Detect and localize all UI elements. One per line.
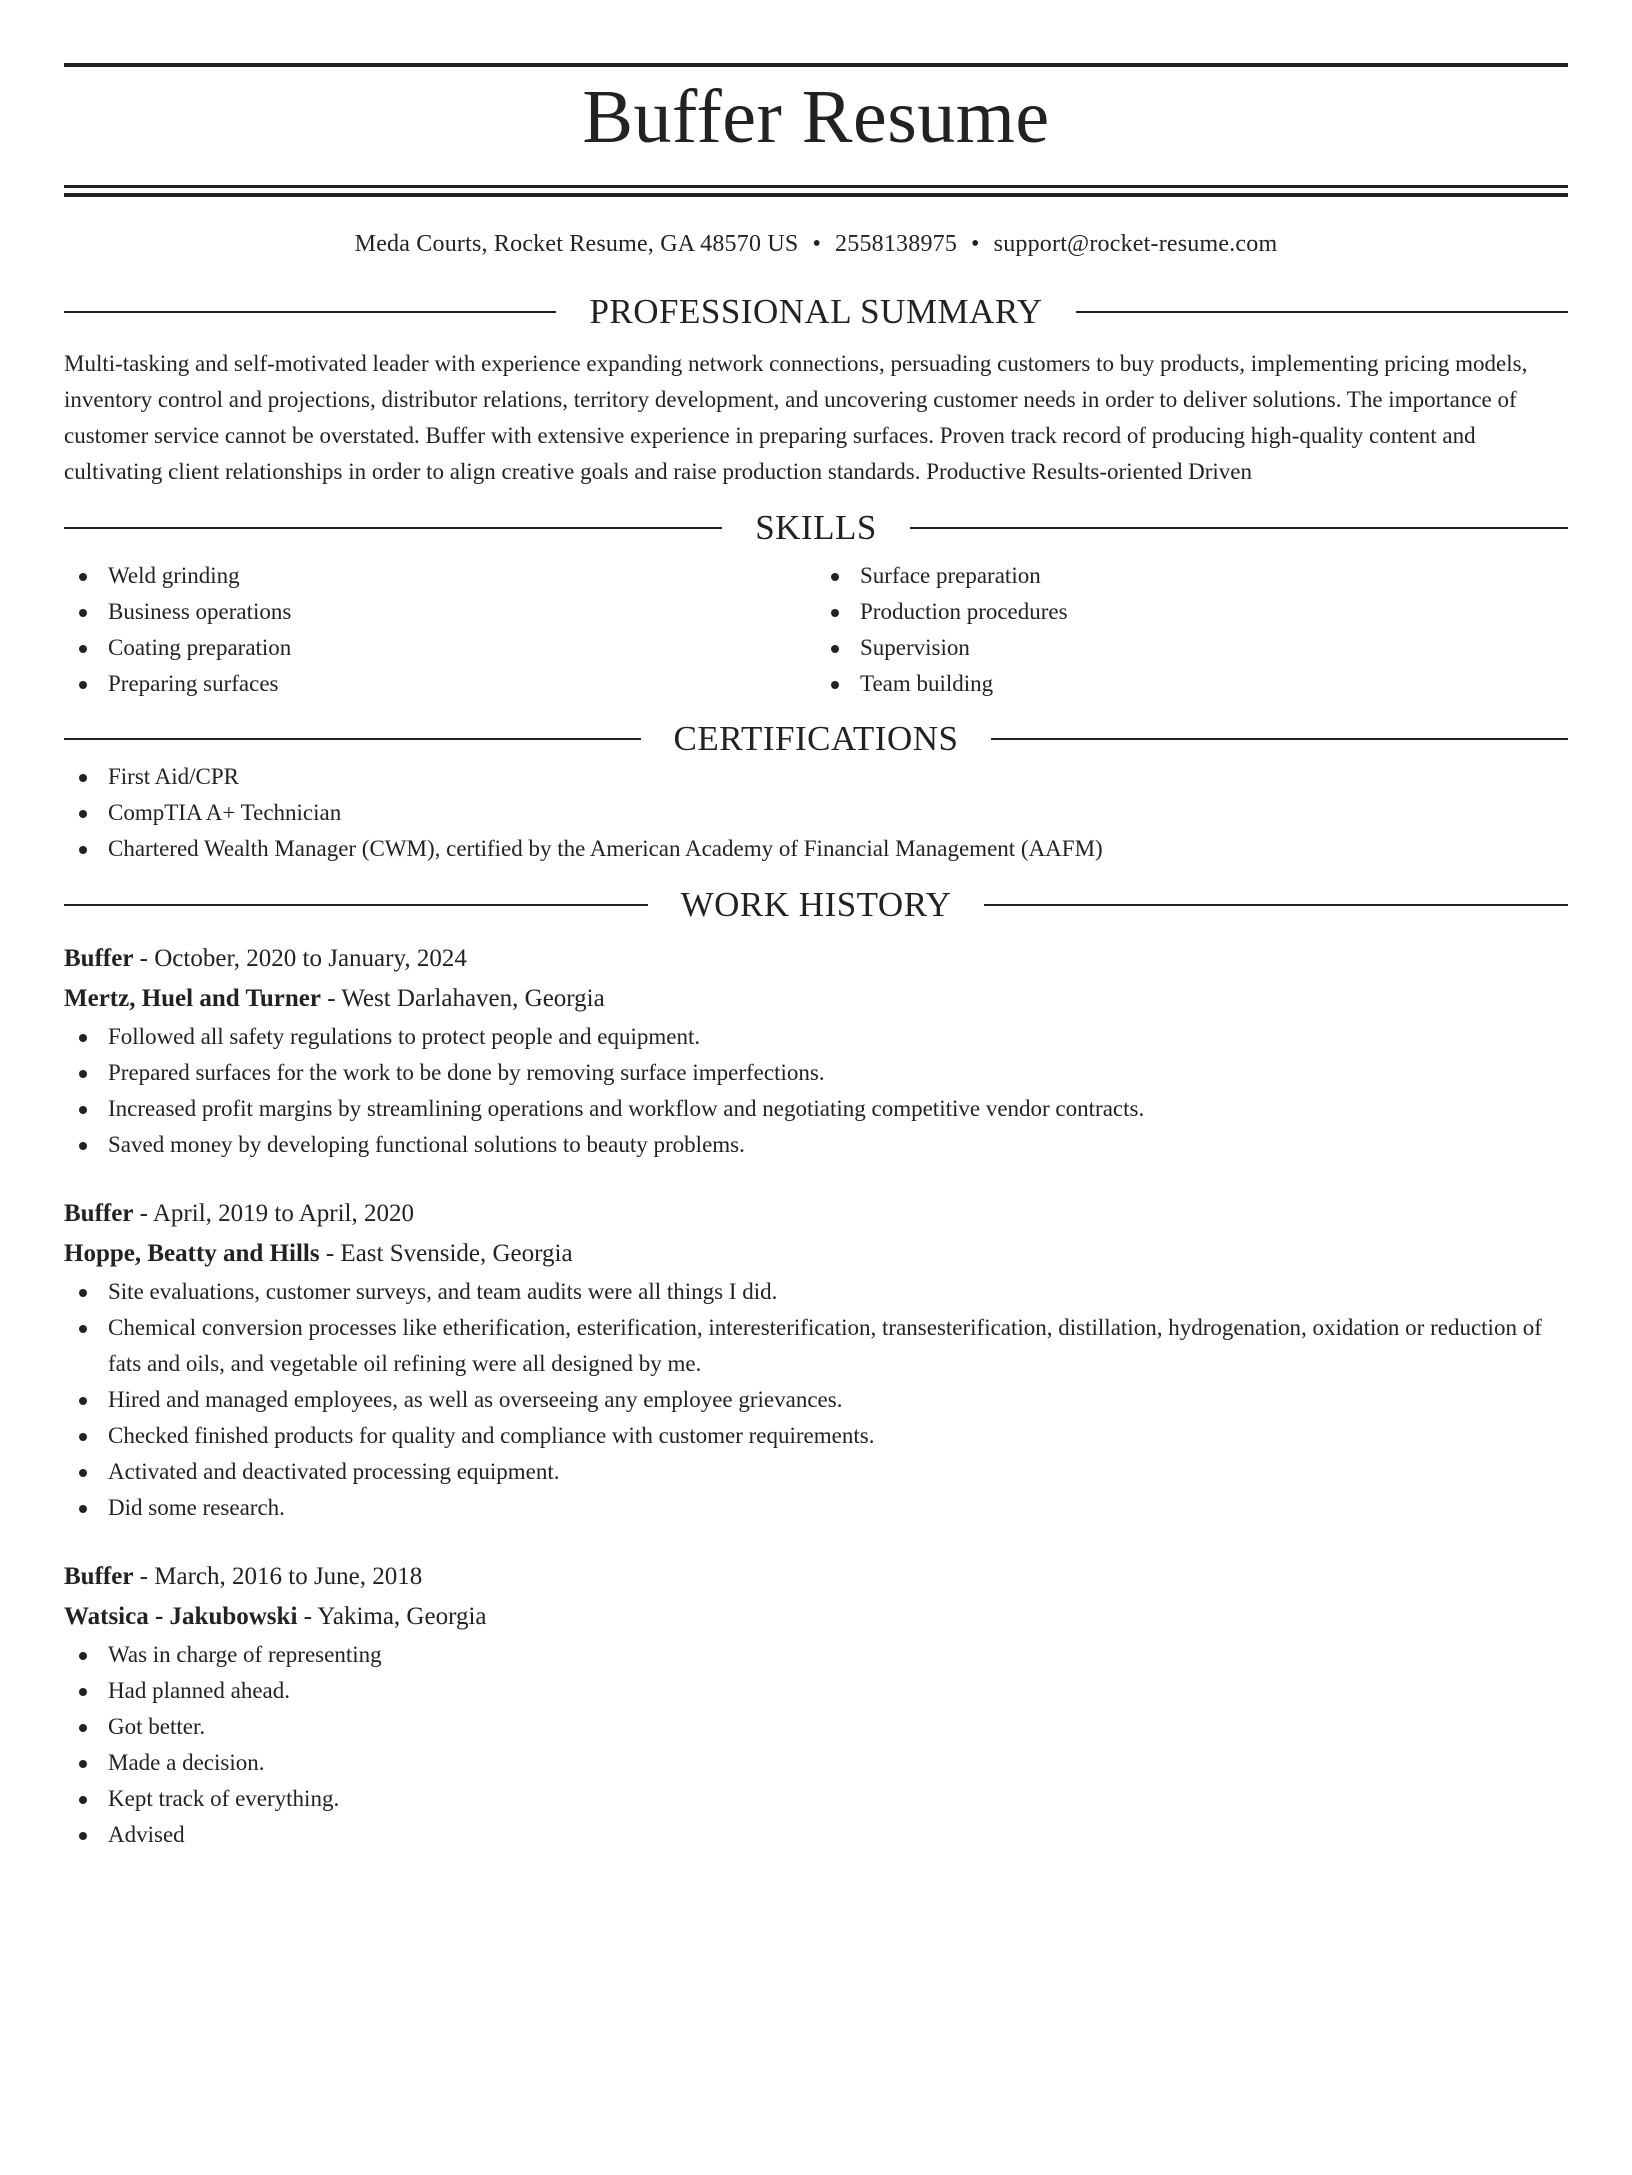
- job-duty: Hired and managed employees, as well as overseeing any employee grievances.: [64, 1382, 1568, 1418]
- job-entry: [64, 939, 1568, 1163]
- job-duty: Increased profit margins by streamlining operations and workflow and negotiating competitive vendor contracts.: [64, 1091, 1568, 1127]
- heading-rule-right: [1076, 311, 1568, 313]
- job-title-line: [64, 1194, 1568, 1234]
- certification-item: First Aid/CPR: [64, 759, 1568, 795]
- contact-separator: •: [971, 231, 980, 257]
- work-history-heading: [64, 885, 1568, 925]
- job-company: Hoppe, Beatty and Hills: [64, 1240, 320, 1267]
- job-dates: October, 2020 to January, 2024: [154, 945, 467, 972]
- job-dash: -: [133, 1563, 155, 1590]
- skill-item: Business operations: [64, 594, 816, 630]
- header-top-rule: [64, 63, 1568, 67]
- skills-title: SKILLS: [755, 508, 877, 547]
- skill-item: Production procedures: [816, 594, 1568, 630]
- job-dash: -: [297, 1603, 318, 1630]
- job-role: Buffer: [64, 1563, 134, 1590]
- job-duty: Did some research.: [64, 1490, 1568, 1526]
- job-dash: -: [320, 985, 342, 1012]
- contact-separator: •: [812, 231, 822, 257]
- job-duty: Got better.: [64, 1709, 1568, 1745]
- job-duty: Prepared surfaces for the work to be done by removing surface imperfections.: [64, 1055, 1568, 1091]
- job-company: Mertz, Huel and Turner: [64, 985, 321, 1012]
- job-duties-list: [64, 1637, 1568, 1853]
- job-entry: [64, 1194, 1568, 1526]
- job-duty: Activated and deactivated processing equipment.: [64, 1454, 1568, 1490]
- job-dash: -: [319, 1240, 341, 1267]
- job-duty: Made a decision.: [64, 1745, 1568, 1781]
- job-duty: Saved money by developing functional solutions to beauty problems.: [64, 1127, 1568, 1163]
- summary-text: Multi-tasking and self-motivated leader with experience expanding network connections, persuading customers to buy products, implementing pricing models, inventory control and projections, distributor relations, territory development, and uncovering customer needs in order to deliver solutions. The importance of customer service cannot be overstated. Buffer with extensive experience in preparing surfaces. Proven track record of producing high-quality content and cultivating client relationships in order to align creative goals and raise production standards. Productive Results-oriented Driven: [64, 351, 1528, 484]
- resume-title: Buffer Resume: [582, 75, 1050, 159]
- skill-item: Coating preparation: [64, 630, 816, 666]
- heading-rule-left: [64, 738, 641, 740]
- job-title-line: [64, 939, 1568, 979]
- heading-rule-right: [984, 904, 1568, 906]
- summary-heading: [64, 292, 1568, 332]
- job-title-line: [64, 1557, 1568, 1597]
- heading-rule-right: [991, 738, 1568, 740]
- job-duty: Chemical conversion processes like etherification, esterification, interesterification, transesterification, distillation, hydrogenation, oxidation or reduction of fats and oils, and vegetable oil refining were all designed by me.: [64, 1310, 1568, 1382]
- job-location: West Darlahaven, Georgia: [341, 985, 605, 1012]
- skill-item: Preparing surfaces: [64, 666, 816, 702]
- job-company-line: [64, 1597, 1568, 1637]
- job-duty: Was in charge of representing: [64, 1637, 1568, 1673]
- job-company-line: [64, 1234, 1568, 1274]
- job-duties-list: [64, 1019, 1568, 1163]
- job-duty: Site evaluations, customer surveys, and team audits were all things I did.: [64, 1274, 1568, 1310]
- job-dash: -: [133, 1200, 153, 1227]
- work-history-title: WORK HISTORY: [680, 885, 952, 924]
- job-company: Watsica - Jakubowski: [64, 1603, 298, 1630]
- job-location: East Svenside, Georgia: [340, 1240, 573, 1267]
- certification-item: CompTIA A+ Technician: [64, 795, 1568, 831]
- skill-item: Supervision: [816, 630, 1568, 666]
- certifications-heading: [64, 719, 1568, 759]
- heading-rule-right: [910, 527, 1568, 529]
- job-duty: Checked finished products for quality and compliance with customer requirements.: [64, 1418, 1568, 1454]
- resume-page: [0, 63, 1632, 2175]
- skills-heading: [64, 508, 1568, 548]
- job-location: Yakima, Georgia: [317, 1603, 487, 1630]
- job-entry: [64, 1557, 1568, 1853]
- job-duty: Had planned ahead.: [64, 1673, 1568, 1709]
- summary-title: PROFESSIONAL SUMMARY: [589, 292, 1043, 331]
- job-duty: Followed all safety regulations to protect people and equipment.: [64, 1019, 1568, 1055]
- certifications-list: [64, 759, 1568, 867]
- job-dates: March, 2016 to June, 2018: [154, 1563, 423, 1590]
- job-duties-list: [64, 1274, 1568, 1526]
- contact-line: [64, 229, 1568, 259]
- job-duty: Kept track of everything.: [64, 1781, 1568, 1817]
- contact-phone: 2558138975: [835, 231, 958, 257]
- contact-email: support@rocket-resume.com: [993, 231, 1278, 257]
- skills-columns: [64, 558, 1568, 702]
- job-dash: -: [133, 945, 155, 972]
- certifications-title: CERTIFICATIONS: [673, 719, 959, 758]
- skill-item: Surface preparation: [816, 558, 1568, 594]
- job-duty: Advised: [64, 1817, 1568, 1853]
- contact-address: Meda Courts, Rocket Resume, GA 48570 US: [354, 231, 799, 257]
- header-double-rule: [64, 185, 1568, 197]
- skill-item: Weld grinding: [64, 558, 816, 594]
- skills-list-right: [816, 558, 1568, 702]
- skill-item: Team building: [816, 666, 1568, 702]
- job-role: Buffer: [64, 945, 134, 972]
- skills-list-left: [64, 558, 816, 702]
- heading-rule-left: [64, 904, 648, 906]
- job-company-line: [64, 979, 1568, 1019]
- job-dates: April, 2019 to April, 2020: [152, 1200, 414, 1227]
- job-role: Buffer: [64, 1200, 134, 1227]
- heading-rule-left: [64, 527, 722, 529]
- certification-item: Chartered Wealth Manager (CWM), certified by the American Academy of Financial Management (AAFM): [64, 831, 1568, 867]
- heading-rule-left: [64, 311, 556, 313]
